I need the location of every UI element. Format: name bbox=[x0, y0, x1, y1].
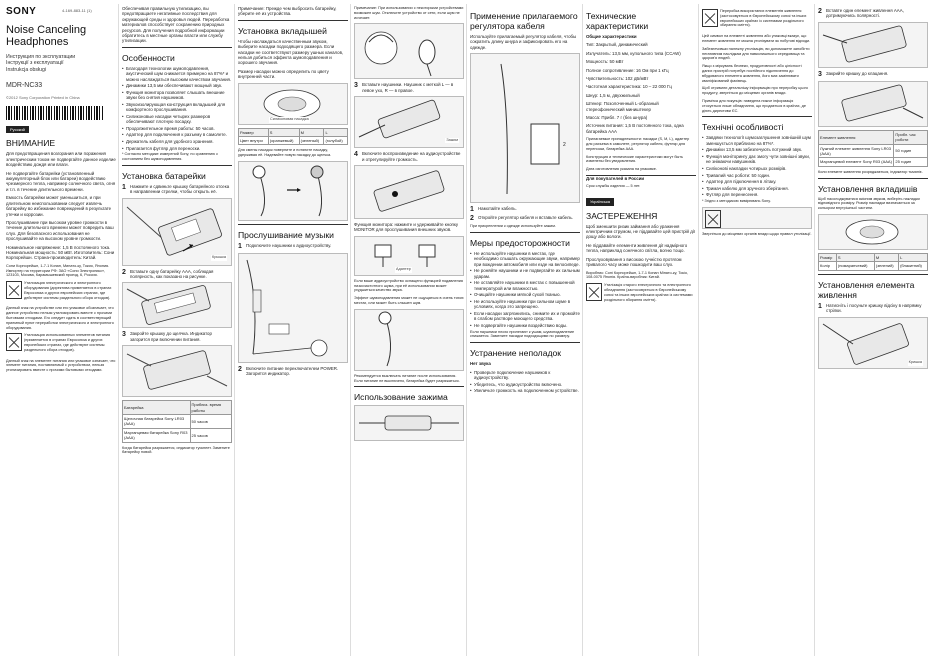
column-divider bbox=[582, 4, 583, 656]
spec-line: Мощность: 50 мВт bbox=[586, 59, 624, 65]
crossed-bin-icon bbox=[702, 9, 718, 27]
battery-insert-illustration-ua bbox=[819, 23, 925, 67]
body-text: Размер насадки можно определить по цвету внутренней части. bbox=[238, 68, 329, 80]
battery-disposal-notice-ua: Переробка використаних елементів живлення (застосовується в Європейському союзі та інших європейських країнах із системами роздільного збирання сміття). bbox=[702, 9, 812, 31]
spec-line: Масса: Прибл. 7 г (без шнура) bbox=[586, 115, 648, 121]
spec-line: Штекер: Позолоченный L-образный стереофонический миништекер bbox=[586, 101, 659, 112]
body-text: Забезпечивши належну утилізацію, ви допоможете запобігти негативним наслідкам для навколишнього середовища та здоров'я людей. bbox=[702, 46, 810, 61]
warning-heading-ua: ЗАСТЕРЕЖЕННЯ bbox=[586, 210, 658, 221]
earbud-fit-illustration bbox=[355, 310, 461, 370]
body-text: Обеспечивая правильную утилизацию, вы предотвращаете негативные последствия для окружающей среды и здоровья людей. Переработка материалов способствует сохранению природных ресурсов. Для получения подробной информации обратитесь в местные органы власти или службу утилизации. bbox=[122, 6, 230, 44]
clip-use-figure bbox=[354, 405, 464, 441]
crossed-bin-icon bbox=[705, 210, 721, 228]
spec-line: Чувствительность: 102 дБ/мВт bbox=[586, 76, 649, 82]
column-2 bbox=[122, 6, 232, 654]
list-item: • Адаптер для підключення в літаку. bbox=[702, 179, 812, 184]
body-text: Дата изготовления указана на упаковке. bbox=[586, 167, 657, 172]
music-connect-figure bbox=[238, 253, 348, 363]
body-text: Данный знак на элементе питания или упаковке означает, что элемент питания, поставляемый с устройством, нельзя утилизировать вместе с прочими бытовыми отходами. bbox=[6, 358, 116, 373]
body-text: Коли елемент живлення розряджається, індикатор тьмяніє. bbox=[818, 169, 923, 174]
list-item: • Не оставляйте наушники в местах с повышенной температурой или влажностью. bbox=[470, 280, 580, 291]
earbud-change-illustration bbox=[239, 162, 345, 220]
airplane-adapter-figure bbox=[354, 236, 464, 276]
battery-close-illustration-ua bbox=[819, 82, 925, 126]
earbud-fit-figure bbox=[354, 309, 464, 371]
earbud-illustration-ua bbox=[819, 215, 925, 249]
clip-figure bbox=[354, 96, 464, 148]
disposal-notice-ua: Утилізація старого електричного та електронного обладнання (застосовується в Європейському союзі та інших європейських країнах із системами роздільного збирання сміття). bbox=[586, 283, 696, 305]
product-title bbox=[6, 24, 116, 48]
model-code: 4-169-883-11 (1) bbox=[62, 8, 92, 13]
list-item: • Не используйте наушники в местах, где необходимо слышать окружающие звуки, например при вождении автомобиля или езде на велосипеде. bbox=[470, 251, 580, 267]
table-row: Марганцевая батарейка Sony R03 (AAA) 25 часов bbox=[123, 428, 232, 442]
list-item: • Футляр для перенесення. bbox=[702, 192, 812, 197]
crossed-bin-icon bbox=[6, 333, 22, 351]
table-header: Батарейка bbox=[123, 401, 191, 415]
step-2: 2 Вставьте одну батарейку AAA, соблюдая полярность, как показано на рисунке. bbox=[122, 268, 214, 280]
language-ua: Інструкції з експлуатації bbox=[6, 60, 64, 67]
list-item: • Держатель кабеля для удобного хранения. bbox=[122, 139, 232, 144]
features-heading-ua: Технічні особливості bbox=[702, 122, 784, 133]
column-1 bbox=[6, 6, 116, 654]
list-item: • Прилагается футляр для переноски. bbox=[122, 146, 232, 151]
body-text: Прослуховування з високою гучністю протягом тривалого часу може пошкодити ваш слух. bbox=[586, 256, 682, 268]
earbud-change-figure bbox=[238, 161, 348, 221]
list-item: • Благодаря технологии шумоподавления, акустический шум снижается примерно на 87%* и можно наслаждаться высоким качеством звучания. bbox=[122, 66, 232, 82]
features-list-ua bbox=[702, 135, 812, 197]
language-pl: Instrukcja obsługi bbox=[6, 66, 47, 73]
battery-heading: Установка батарейки bbox=[122, 170, 206, 181]
language-list bbox=[6, 54, 116, 73]
column-divider bbox=[350, 4, 351, 656]
body-text: Примітка для покупців: наведена нижче інформація стосується лише обладнання, що продається в країнах, де діють директиви ЄС. bbox=[702, 98, 806, 113]
body-text: Сони Корпорейшн, 1-7-1 Конан, Минато-ку, Токио, Япония. Импортер на территории РФ: ЗАО «Сони Электроникс», 123103, Москва, Карамышевский проезд, 6, Россия. bbox=[6, 263, 110, 278]
body-text: Для смены насадок поверните и потяните насадку, удерживая её. Надевайте новую насадку до щелчка. bbox=[238, 148, 332, 158]
spec-line: Тип: Закрытый, динамический bbox=[586, 42, 648, 48]
clip-heading: Использование зажима bbox=[354, 392, 448, 403]
earbuds-heading: Установка вкладышей bbox=[238, 25, 327, 36]
battery-life-table-ua: Елемент живлення Прибл. час роботи Лужний елемент живлення Sony LR03 (AAA) 50 годин Марганцевий елемент Sony R03 (AAA) 25 годин bbox=[818, 130, 928, 167]
column-divider bbox=[234, 4, 235, 656]
column-5 bbox=[470, 6, 580, 654]
step-4: 4 Включите воспроизведение на аудиоустройстве и отрегулируйте громкость. bbox=[354, 151, 461, 162]
cover-label: Крышка bbox=[212, 255, 226, 260]
list-item: • Функція моніторингу дає змогу чути зовнішні звуки, не знімаючи навушників. bbox=[702, 154, 812, 165]
step-1: 1 Подключите наушники к аудиоустройству. bbox=[238, 243, 332, 251]
trouble-item-title: Нет звука bbox=[470, 361, 491, 367]
list-item: • Адаптер для подключения к разъему в самолете. bbox=[122, 132, 232, 137]
battery-insert-illustration bbox=[123, 283, 229, 327]
language-ru: Инструкция по эксплуатации bbox=[6, 54, 76, 60]
spec-line: Излучатель: 13,5 мм, купольного типа (CCAW) bbox=[586, 50, 681, 56]
list-item: • Тримач кабелю для зручного зберігання. bbox=[702, 186, 812, 191]
list-item: • Динамики 13,5 мм обеспечивают мощный звук. bbox=[122, 83, 232, 88]
list-item: • Не роняйте наушники и не подвергайте их сильным ударам. bbox=[470, 268, 580, 279]
column-divider bbox=[118, 4, 119, 656]
body-text: Используйте прилагаемый регулятор кабеля, чтобы сократить длину шнура и зафиксировать его на одежде. bbox=[470, 34, 577, 50]
language-tab-ru: Русский bbox=[6, 126, 29, 133]
spec-line: Общие характеристики bbox=[586, 34, 637, 39]
list-item: • Силиконовые насадки четырех размеров обеспечивают плотную посадку. bbox=[122, 114, 232, 125]
body-text: Рекомендуется выключать питание после использования. Если питание не выключено, батарейка будет разряжаться. bbox=[354, 373, 460, 383]
body-text: Функция монитора: нажмите и удерживайте кнопку MONITOR для прослушивания внешних звуков. bbox=[354, 222, 459, 233]
step-1-ua: 1 Натисніть і посуньте кришку відсіку в напрямку стрілки. bbox=[818, 302, 922, 314]
volume-illustration bbox=[355, 166, 461, 218]
table-row: Колір (помаранчевий) (зелений) (блакитний) bbox=[819, 262, 928, 270]
body-text: Не подвергайте батарейки (установленный аккумуляторный блок или батареи) воздействию чрезмерного тепла, например солнечного света, огня и т.п. в течение длительного времени. bbox=[6, 170, 116, 192]
cable-adjuster-illustration bbox=[471, 54, 577, 202]
battery-close-figure bbox=[122, 345, 232, 397]
list-item: • Тривалий час роботи: 50 годин. bbox=[702, 173, 812, 178]
precautions-list bbox=[470, 251, 580, 328]
body-text: Прослушивание при высоком уровне громкости в течение длительного времени может повредить ваш слух. Для безопасного использования не прослушивайте на высоком уровне громкости. bbox=[6, 219, 114, 242]
footnote: * Согласно методике измерений Sony, по сравнению с состоянием без шумоподавления. bbox=[122, 152, 218, 162]
body-text: Номинальное напряжение: 1,5 В постоянного тока. Номинальная мощность: 50 мВт. Изготовитель: Сони Корпорейшн. Страна-производитель: Китай. bbox=[6, 244, 115, 261]
table-row: Лужний елемент живлення Sony LR03 (AAA) 50 годин bbox=[819, 144, 928, 158]
cover-label-ua: Кришка bbox=[908, 360, 922, 365]
crossed-bin-icon bbox=[6, 281, 22, 299]
body-text: Якщо з міркувань безпеки, продуктивності або цілісності даних пристрій потребує постійного підключення до вбудованого елемента живлення, його має замінювати кваліфікований фахівець. bbox=[702, 64, 802, 83]
body-text: Если наушники плохо прилегают к ушам, шумоподавление снижается. Замените насадки подходящими по размеру. bbox=[470, 329, 575, 339]
list-item: • Убедитесь, что аудиоустройство включено. bbox=[470, 382, 580, 387]
step-3-ua: 3 Закрийте кришку до клацання. bbox=[818, 70, 889, 78]
column-8 bbox=[818, 6, 928, 654]
body-text: Когда батарейка разряжается, индикатор тускнеет. Замените батарейку новой. bbox=[122, 445, 230, 455]
crossed-bin-icon bbox=[586, 283, 602, 301]
earbud-size-figure bbox=[238, 83, 348, 125]
battery-cover-figure-ua bbox=[818, 317, 928, 369]
list-item: • Звукоизолирующая конструкция вкладышей для комфортного прослушивания. bbox=[122, 102, 232, 113]
brand-logo: SONY bbox=[6, 6, 37, 17]
step-3: 3 Закройте крышку до щелчка. Индикатор загорится при включении питания. bbox=[122, 331, 212, 342]
precautions-heading: Меры предосторожности bbox=[470, 238, 570, 249]
earbuds-heading-ua: Установлення вкладишів bbox=[818, 183, 918, 194]
table-header: Приблиз. время работы bbox=[190, 401, 232, 415]
step-2: 2 Откройте регулятор кабеля и вставьте кабель. bbox=[470, 215, 574, 223]
table-row: Марганцевий елемент Sony R03 (AAA) 25 годин bbox=[819, 158, 928, 166]
column-divider bbox=[814, 4, 815, 656]
language-tab-ua: Українська bbox=[586, 198, 614, 205]
step-1: 1 Намотайте кабель. bbox=[470, 206, 517, 214]
step-3: 3 Вставьте наушники. Наушник с меткой L — в левое ухо, R — в правое. bbox=[354, 82, 454, 93]
eu-notice-title: Для покупателей в России bbox=[586, 176, 645, 182]
battery-insert-figure bbox=[122, 282, 232, 328]
battery-close-illustration bbox=[123, 346, 229, 396]
spec-line: Полное сопротивление: 16 Ом при 1 кГц bbox=[586, 67, 669, 73]
list-item: • Проверьте подключение наушников к аудиоустройству. bbox=[470, 370, 580, 381]
list-item: • Завдяки технології шумозаглушення зовнішній шум зменшується приблизно на 87%*. bbox=[702, 135, 812, 146]
footnote: * Згідно з методикою вимірювань Sony. bbox=[702, 198, 771, 203]
body-text: Примечание: Прежде чем выбросить батарейку, уберите её из устройства. bbox=[238, 6, 337, 17]
spec-line: Шнур: 1,5 м, двухжильный bbox=[586, 92, 640, 98]
body-text: Зверніться до місцевих органів влади щодо правил утилізації. bbox=[702, 231, 812, 236]
list-item: • Очищайте наушники мягкой сухой тканью. bbox=[470, 292, 580, 297]
spec-list bbox=[586, 34, 696, 134]
column-4 bbox=[354, 6, 464, 654]
step-2-ua: 2 Вставте один елемент живлення AAA, дотримуючись полярності. bbox=[818, 8, 904, 19]
body-text: Данный знак на устройстве или его упаковке обозначает, что данное устройство нельзя утилизировать вместе с прочими бытовыми отходами. Его следует сдать в соответствующий приемный пункт переработки электрического и электронного оборудования. bbox=[6, 306, 114, 330]
body-text: Конструкция и технические характеристики могут быть изменены без уведомления. bbox=[586, 154, 683, 164]
body-text: При прикреплении к одежде используйте зажим. bbox=[470, 224, 556, 229]
list-item: • Динаміки 13,5 мм забезпечують потужний звук. bbox=[702, 147, 812, 152]
battery-disposal-notice: Утилизация использованных элементов питания (применяется в странах Евросоюза и других европейских странах, где действуют системы раздельного сбора отходов). bbox=[6, 333, 116, 355]
features-list bbox=[122, 66, 232, 151]
battery-life-table bbox=[122, 400, 232, 442]
table-row: Цвет внутри (оранжевый) (зеленый) (голубой) bbox=[239, 137, 348, 145]
silicone-label: Силиконовая насадка bbox=[270, 117, 309, 122]
list-item: • Силіконові накладки чотирьох розмірів. bbox=[702, 166, 812, 171]
copyright: ©2012 Sony Corporation Printed in China bbox=[6, 94, 80, 100]
wearing-figure bbox=[354, 23, 464, 79]
earbud-size-table-ua: Розмір S M L Колір (помаранчевий) (зелений) (блакитний) bbox=[818, 253, 928, 271]
warning-heading: ВНИМАНИЕ bbox=[6, 138, 56, 149]
body-text: Емкость батарейки может уменьшиться, и при длительном неиспользовании следует извлечь батарейку во избежание повреждений в результате утечки и коррозии. bbox=[6, 195, 112, 217]
spec-line: Частотная характеристика: 10 – 22 000 Гц bbox=[586, 84, 672, 90]
music-connect-illustration bbox=[239, 254, 345, 362]
product-title-line-2: Headphones bbox=[6, 36, 69, 48]
clip-label: Зажим bbox=[446, 137, 458, 142]
list-item: • Не используйте наушники при сильном шуме в условиях, когда это запрещено. bbox=[470, 299, 580, 310]
step-2: 2 Включите питание переключателем POWER. Загорится индикатор. bbox=[238, 366, 339, 377]
wearing-illustration bbox=[355, 24, 461, 78]
list-item: • Не подвергайте наушники воздействию воды. bbox=[470, 323, 580, 328]
body-text: Для предотвращения возгорания или поражения электрическим током не подвергайте данное изделие воздействию дождя или влаги. bbox=[6, 151, 116, 168]
spec-line: Источник питания: 1,5 В постоянного тока, одна батарейка AAA bbox=[586, 123, 684, 134]
column-3 bbox=[238, 6, 348, 654]
cable-adjuster-figure bbox=[470, 53, 580, 203]
adapter-heading: Применение прилагаемого регулятора кабеля bbox=[470, 11, 578, 31]
model-number: MDR-NC33 bbox=[6, 82, 43, 90]
column-divider bbox=[698, 4, 699, 656]
earbud-size-table: Размер S M L Цвет внутри (оранжевый) (зеленый) (голубой) bbox=[238, 128, 348, 146]
table-row: Щелочная батарейка Sony LR03 (AAA) 50 часов bbox=[123, 415, 232, 429]
step-1: 1 Нажмите и сдвиньте крышку батарейного отсека в направлении стрелки, чтобы открыть её. bbox=[122, 183, 230, 195]
body-text: Срок службы изделия — 5 лет. bbox=[586, 184, 641, 189]
column-7 bbox=[702, 6, 812, 654]
body-text: Если ваше аудиоустройство оснащено функцией подавления низкочастотного шума, при её использовании может ухудшиться качество звука. bbox=[354, 278, 463, 293]
troubleshoot-heading: Устранение неполадок bbox=[470, 348, 562, 359]
body-text: Чтобы наслаждаться качественным звуком, выберите насадки подходящего размера. Если насадки не соответствуют размеру ушных каналов, нельзя добиться эффекта шумоподавления и хорошего звучания. bbox=[238, 38, 344, 66]
list-item: • Функция монитора позволяет слышать внешние звуки без снятия наушников. bbox=[122, 90, 232, 101]
adapter-label: Адаптер bbox=[396, 267, 411, 272]
features-heading: Особенности bbox=[122, 52, 175, 63]
specs-heading: Технические характеристики bbox=[586, 11, 649, 31]
trouble-list bbox=[470, 370, 580, 394]
body-text: Виробник: Соні Корпорейшн, 1-7-1 Конан Мінато-ку, Токіо, 108-0075 Японія. Країна-виробник: Китай. bbox=[586, 270, 689, 280]
recycle-symbol-figure bbox=[702, 207, 812, 229]
battery-insert-figure-ua bbox=[818, 22, 928, 68]
product-title-line-1: Noise Canceling bbox=[6, 24, 87, 36]
battery-close-figure-ua bbox=[818, 81, 928, 127]
body-text: Щоб зменшити ризик займання або ураження електричним струмом, не піддавайте цей пристрій дії дощу або вологи. bbox=[586, 223, 695, 240]
clip-use-illustration bbox=[355, 406, 461, 440]
earbud-size-figure-ua bbox=[818, 214, 928, 250]
battery-heading-ua: Установлення елемента живлення bbox=[818, 279, 915, 300]
list-item: • Продолжительное время работы: 50 часов. bbox=[122, 126, 232, 131]
body-text: Щоб насолоджуватися якісним звуком, виберіть накладки відповідного розміру. Розмір накладки визначається за кольором внутрішньої частини. bbox=[818, 196, 920, 211]
column-divider bbox=[466, 4, 467, 656]
disposal-notice: Утилизация электрического и электронного оборудования (директива применяется в странах Евросоюза и других европейских странах, где действуют системы раздельного сбора отходов). bbox=[6, 281, 116, 303]
body-text: Примечание: При использовании с некоторыми устройствами возможен шум. Отключите устройство от сети, если шум не исчезает. bbox=[354, 6, 464, 20]
list-item: • Если насадки загрязнились, снимите их и промойте в слабом растворе моющего средства. bbox=[470, 311, 580, 322]
body-text: Щоб отримати детальнішу інформацію про переробку цього продукту, зверніться до місцевих органів влади. bbox=[702, 86, 808, 96]
body-text: Прилагаемые принадлежности: насадки (S, M, L), адаптер для разъема в самолете, регулятор кабеля, футляр для переноски, батарейка AAA. bbox=[586, 137, 690, 151]
list-item: • Увеличьте громкость на подключенном устройстве. bbox=[470, 388, 580, 393]
body-text: Не піддавайте елементи живлення дії надмірного тепла, наприклад сонячного світла, вогню тощо. bbox=[586, 242, 688, 254]
body-text: Эффект шумоподавления может не ощущаться в очень тихих местах, или может быть слышен шум. bbox=[354, 296, 464, 306]
body-text: Цей символ на елементі живлення або упаковці вказує, що елемент живлення не можна утилізувати як побутові відходи. bbox=[702, 34, 811, 43]
music-heading: Прослушивание музыки bbox=[238, 230, 334, 241]
volume-figure bbox=[354, 165, 464, 219]
svg-text:2: 2 bbox=[563, 142, 566, 149]
barcode bbox=[6, 106, 104, 120]
battery-cover-figure bbox=[122, 198, 232, 266]
column-6 bbox=[586, 6, 696, 654]
